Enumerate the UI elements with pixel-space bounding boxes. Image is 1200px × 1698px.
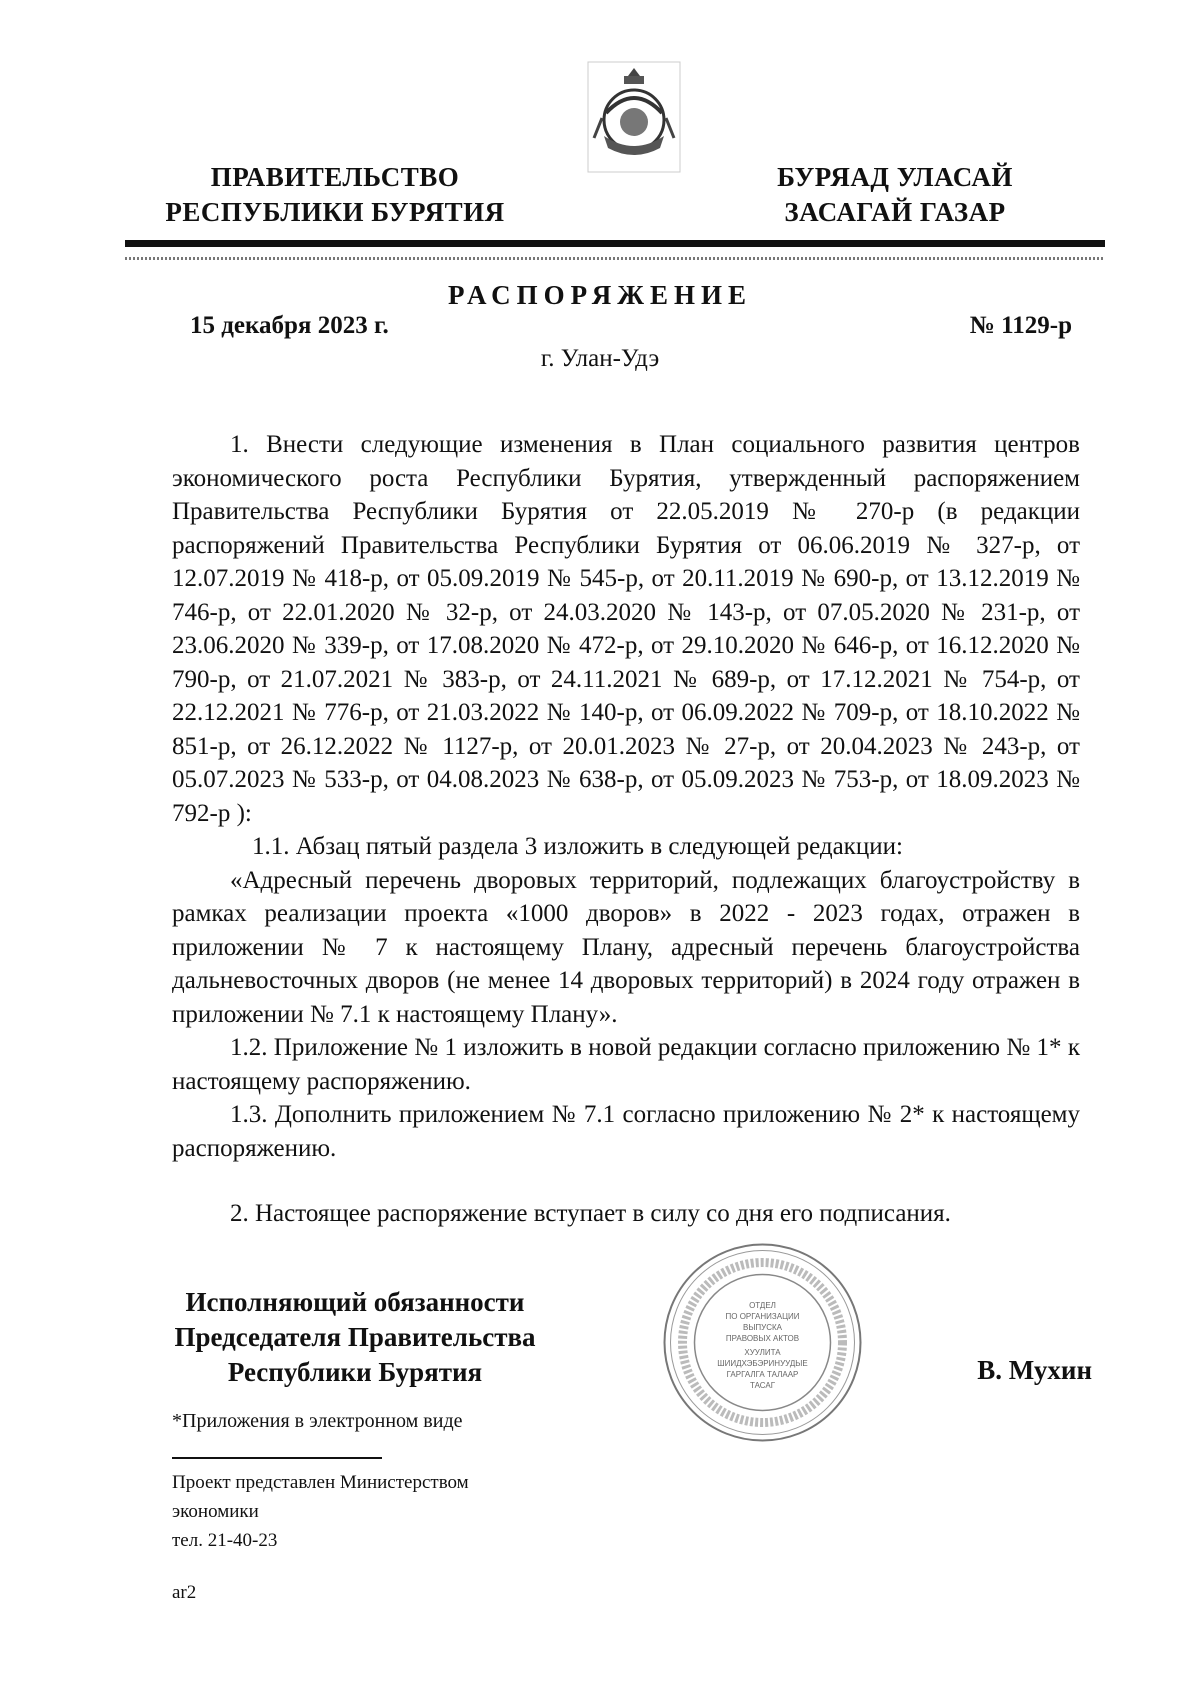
footnote-divider xyxy=(172,1457,382,1459)
paragraph-1-2: 1.2. Приложение № 1 изложить в новой редакции согласно приложению № 1* к настоящему распоряжению. xyxy=(172,1034,1080,1095)
paragraph-1-3: 1.3. Дополнить приложением № 7.1 согласно приложению № 2* к настоящему распоряжению. xyxy=(172,1101,1080,1162)
svg-text:ГАРГАЛГА ТАЛААР: ГАРГАЛГА ТАЛААР xyxy=(726,1370,799,1379)
signatory-title xyxy=(155,1285,555,1390)
document-date: 15 декабря 2023 г. xyxy=(190,312,389,339)
appendix-note: *Приложения в электронном виде xyxy=(172,1410,463,1432)
document-city: г. Улан-Удэ xyxy=(540,345,660,372)
header-left-line2: РЕСПУБЛИКИ БУРЯТИЯ xyxy=(165,197,505,227)
svg-text:ШИИДХЭБЭРИНУУДЫЕ: ШИИДХЭБЭРИНУУДЫЕ xyxy=(717,1359,808,1368)
svg-text:ХУУЛИТА: ХУУЛИТА xyxy=(744,1348,781,1357)
prepared-by-line1: Проект представлен Министерством xyxy=(172,1472,469,1493)
header-left xyxy=(150,160,520,230)
header-right xyxy=(740,160,1050,230)
svg-text:ТАСАГ: ТАСАГ xyxy=(749,1381,776,1390)
paragraph-1-1: 1.1. Абзац пятый раздела 3 изложить в следующей редакции: xyxy=(252,833,903,860)
header-divider xyxy=(125,240,1105,247)
official-seal-icon xyxy=(660,1240,865,1445)
svg-text:ПО ОРГАНИЗАЦИИ: ПО ОРГАНИЗАЦИИ xyxy=(725,1312,800,1321)
paragraph-2: 2. Настоящее распоряжение вступает в силу со дня его подписания. xyxy=(230,1200,951,1227)
header-divider-thin xyxy=(125,257,1105,260)
svg-text:ПРАВОВЫХ АКТОВ: ПРАВОВЫХ АКТОВ xyxy=(725,1334,800,1343)
signatory-title-line1: Исполняющий обязанности xyxy=(185,1287,525,1317)
prepared-by-line2: экономики xyxy=(172,1501,259,1522)
header-right-line2: ЗАСАГАЙ ГАЗАР xyxy=(784,197,1006,227)
document-type: РАСПОРЯЖЕНИЕ xyxy=(447,280,753,310)
coat-of-arms-icon xyxy=(584,58,684,176)
paragraph-1-1-quote: «Адресный перечень дворовых территорий, подлежащих благоустройству в рамках реализации проекта «1000 дворов» в 2022 - 2023 годах, отражен в приложении № 7 к настоящему Плану, адресный перечень благоустройства дальневосточных дворов (не менее 14 дворовых территорий) в 2024 году отражен в приложении № 7.1 к настоящему Плану». xyxy=(172,866,1080,1028)
svg-text:ОТДЕЛ: ОТДЕЛ xyxy=(749,1301,776,1310)
paragraph-1: 1. Внести следующие изменения в План социального развития центров экономического роста Республики Бурятия, утвержденный распоряжением Правительства Республики Бурятия от 22.05.2019 № 270-р (в редакции распоряжений Правительства Республики Бурятия от 06.06.2019 № 327-р, от 12.07.2019 № 418-р, от 05.09.2019 № 545-р, от 20.11.2019 № 690-р, от 13.12.2019 № 746-р, от 22.01.2020 № 32-р, от 24.03.2020 № 143-р, от 07.05.2020 № 231-р, от 23.06.2020 № 339-р, от 17.08.2020 № 472-р, от 29.10.2020 № 646-р, от 16.12.2020 № 790-р, от 21.07.2021 № 383-р, от 24.11.2021 № 689-р, от 17.12.2021 № 754-р, от 22.12.2021 № 776-р, от 21.03.2022 № 140-р, от 06.09.2022 № 709-р, от 18.10.2022 № 851-р, от 26.12.2022 № 1127-р, от 20.01.2023 № 27-р, от 20.04.2023 № 243-р, от 05.07.2023 № 533-р, от 04.08.2023 № 638-р, от 05.09.2023 № 753-р, от 18.09.2023 № 792-р ): xyxy=(172,431,1080,827)
document-number: № 1129-р xyxy=(969,312,1072,339)
signatory-title-line3: Республики Бурятия xyxy=(227,1357,483,1387)
document-body xyxy=(172,428,1080,1231)
signatory-name: В. Мухин xyxy=(977,1355,1092,1385)
document-code: ar2 xyxy=(172,1582,197,1603)
contact-phone: тел. 21-40-23 xyxy=(172,1530,278,1551)
header-right-line1: БУРЯАД УЛАСАЙ xyxy=(777,162,1013,192)
prepared-by xyxy=(172,1468,469,1555)
svg-text:ВЫПУСКА: ВЫПУСКА xyxy=(742,1323,783,1332)
header-left-line1: ПРАВИТЕЛЬСТВО xyxy=(210,162,460,192)
signatory-title-line2: Председателя Правительства xyxy=(174,1322,536,1352)
